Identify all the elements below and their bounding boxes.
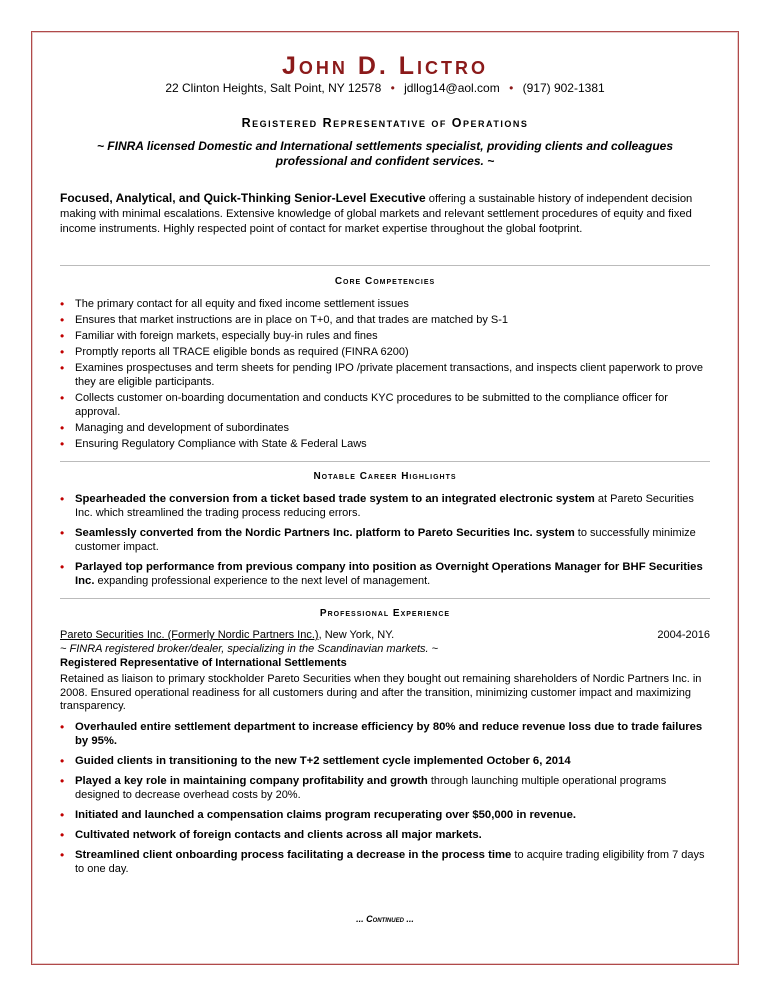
role-heading: Registered Representative of Operations [241,116,529,130]
highlights-list [60,492,710,588]
job-paragraph: Retained as liaison to primary stockholder Pareto Securities when they bought out remaining shareholders of Nordic Partners Inc. in 2008. Ensured operational readiness for all customers during and after the transition, minimizing customer impact and maximizing transparency. [60,673,702,712]
list-item: • Ensuring Regulatory Compliance with State & Federal Laws [60,437,710,451]
list-item: • Collects customer on-boarding documentation and conducts KYC procedures to be submitted to the compliance officer for approval. [60,391,710,419]
highlight-bold: Seamlessly converted from the Nordic Partners Inc. platform to Pareto Securities Inc. system [75,527,575,539]
list-item: • The primary contact for all equity and fixed income settlement issues [60,297,710,311]
company-location: , New York, NY. [318,629,395,641]
core-list [60,297,710,451]
company-description: ~ FINRA registered broker/dealer, specializing in the Scandinavian markets. ~ [60,643,439,655]
phone: (917) 902-1381 [522,81,605,95]
list-item [60,526,710,554]
tagline: ~ FINRA licensed Domestic and International settlements specialist, providing clients and colleagues professional and confident services. ~ [96,139,674,168]
section-title-experience: Professional Experience [319,608,451,619]
job-title: Registered Representative of International Settlements [60,657,347,669]
achievement-bold: Cultivated network of foreign contacts and clients across all major markets. [75,828,482,841]
achievement-bold: Overhauled entire settlement department to increase efficiency by 80% and reduce revenue loss due to trade failures by 95%. [75,720,703,747]
list-item [60,808,710,822]
list-item [60,720,710,748]
achievements-list [60,720,710,876]
continued-footer: ... Continued ... [356,914,414,924]
summary-text: offering a sustainable history of independent decision making with minimal escalations. Extensive knowledge of global markets and relevant settlement procedures of equity and fixed income instruments. Highly respected point of contact for market expertise throughout the global footprint. [60,193,693,235]
achievement-text: to acquire trading eligibility from 7 days to one day. [75,848,705,875]
achievement-bold: Guided clients in transitioning to the new T+2 settlement cycle implemented October 6, 2014 [75,754,571,767]
divider [60,265,710,266]
bullet-separator: • [390,81,395,95]
achievement-text: through launching multiple operational programs designed to decrease overhead costs by 20%. [75,774,667,801]
list-item [60,560,710,588]
job-company-line [60,628,710,642]
highlight-text: at Pareto Securities Inc. which streamlined the trading process reducing errors. [75,493,694,519]
list-item: • Managing and development of subordinates [60,421,710,435]
candidate-name: John D. Lictro [281,52,489,80]
list-item [60,848,710,876]
summary-paragraph [60,191,710,237]
highlight-bold: Parlayed top performance from previous company into position as Overnight Operations Manager for BHF Securities Inc. [75,561,703,587]
job-years: 2004-2016 [657,629,710,641]
summary-lead: Focused, Analytical, and Quick-Thinking Senior-Level Executive [60,191,426,205]
section-title-core: Core Competencies [334,276,436,287]
section-title-highlights: Notable Career Highlights [313,471,457,482]
divider [60,598,710,599]
contact-line [60,80,710,96]
list-item: • Examines prospectuses and term sheets for pending IPO /private placement transactions, and inspects client paperwork to prove they are eligible participants. [60,361,710,389]
resume-page [60,52,710,924]
highlight-bold: Spearheaded the conversion from a ticket based trade system to an integrated electronic system [75,493,595,505]
list-item: • Ensures that market instructions are in place on T+0, and that trades are matched by S-1 [60,313,710,327]
address: 22 Clinton Heights, Salt Point, NY 12578 [165,81,382,95]
list-item [60,754,710,768]
list-item [60,774,710,802]
achievement-bold: Initiated and launched a compensation claims program recuperating over $50,000 in revenue. [75,808,576,821]
highlight-text: expanding professional experience to the next level of management. [94,575,431,587]
company-name: Pareto Securities Inc. (Formerly Nordic Partners Inc.) [60,629,319,641]
list-item [60,828,710,842]
list-item: • Familiar with foreign markets, especially buy-in rules and fines [60,329,710,343]
achievement-bold: Streamlined client onboarding process facilitating a decrease in the process time [75,848,512,861]
email: jdllog14@aol.com [404,81,500,95]
divider [60,461,710,462]
list-item [60,492,710,520]
list-item: • Promptly reports all TRACE eligible bonds as required (FINRA 6200) [60,345,710,359]
achievement-bold: Played a key role in maintaining company profitability and growth [75,774,428,787]
bullet-separator: • [509,81,514,95]
highlight-text: to successfully minimize customer impact. [75,527,696,553]
